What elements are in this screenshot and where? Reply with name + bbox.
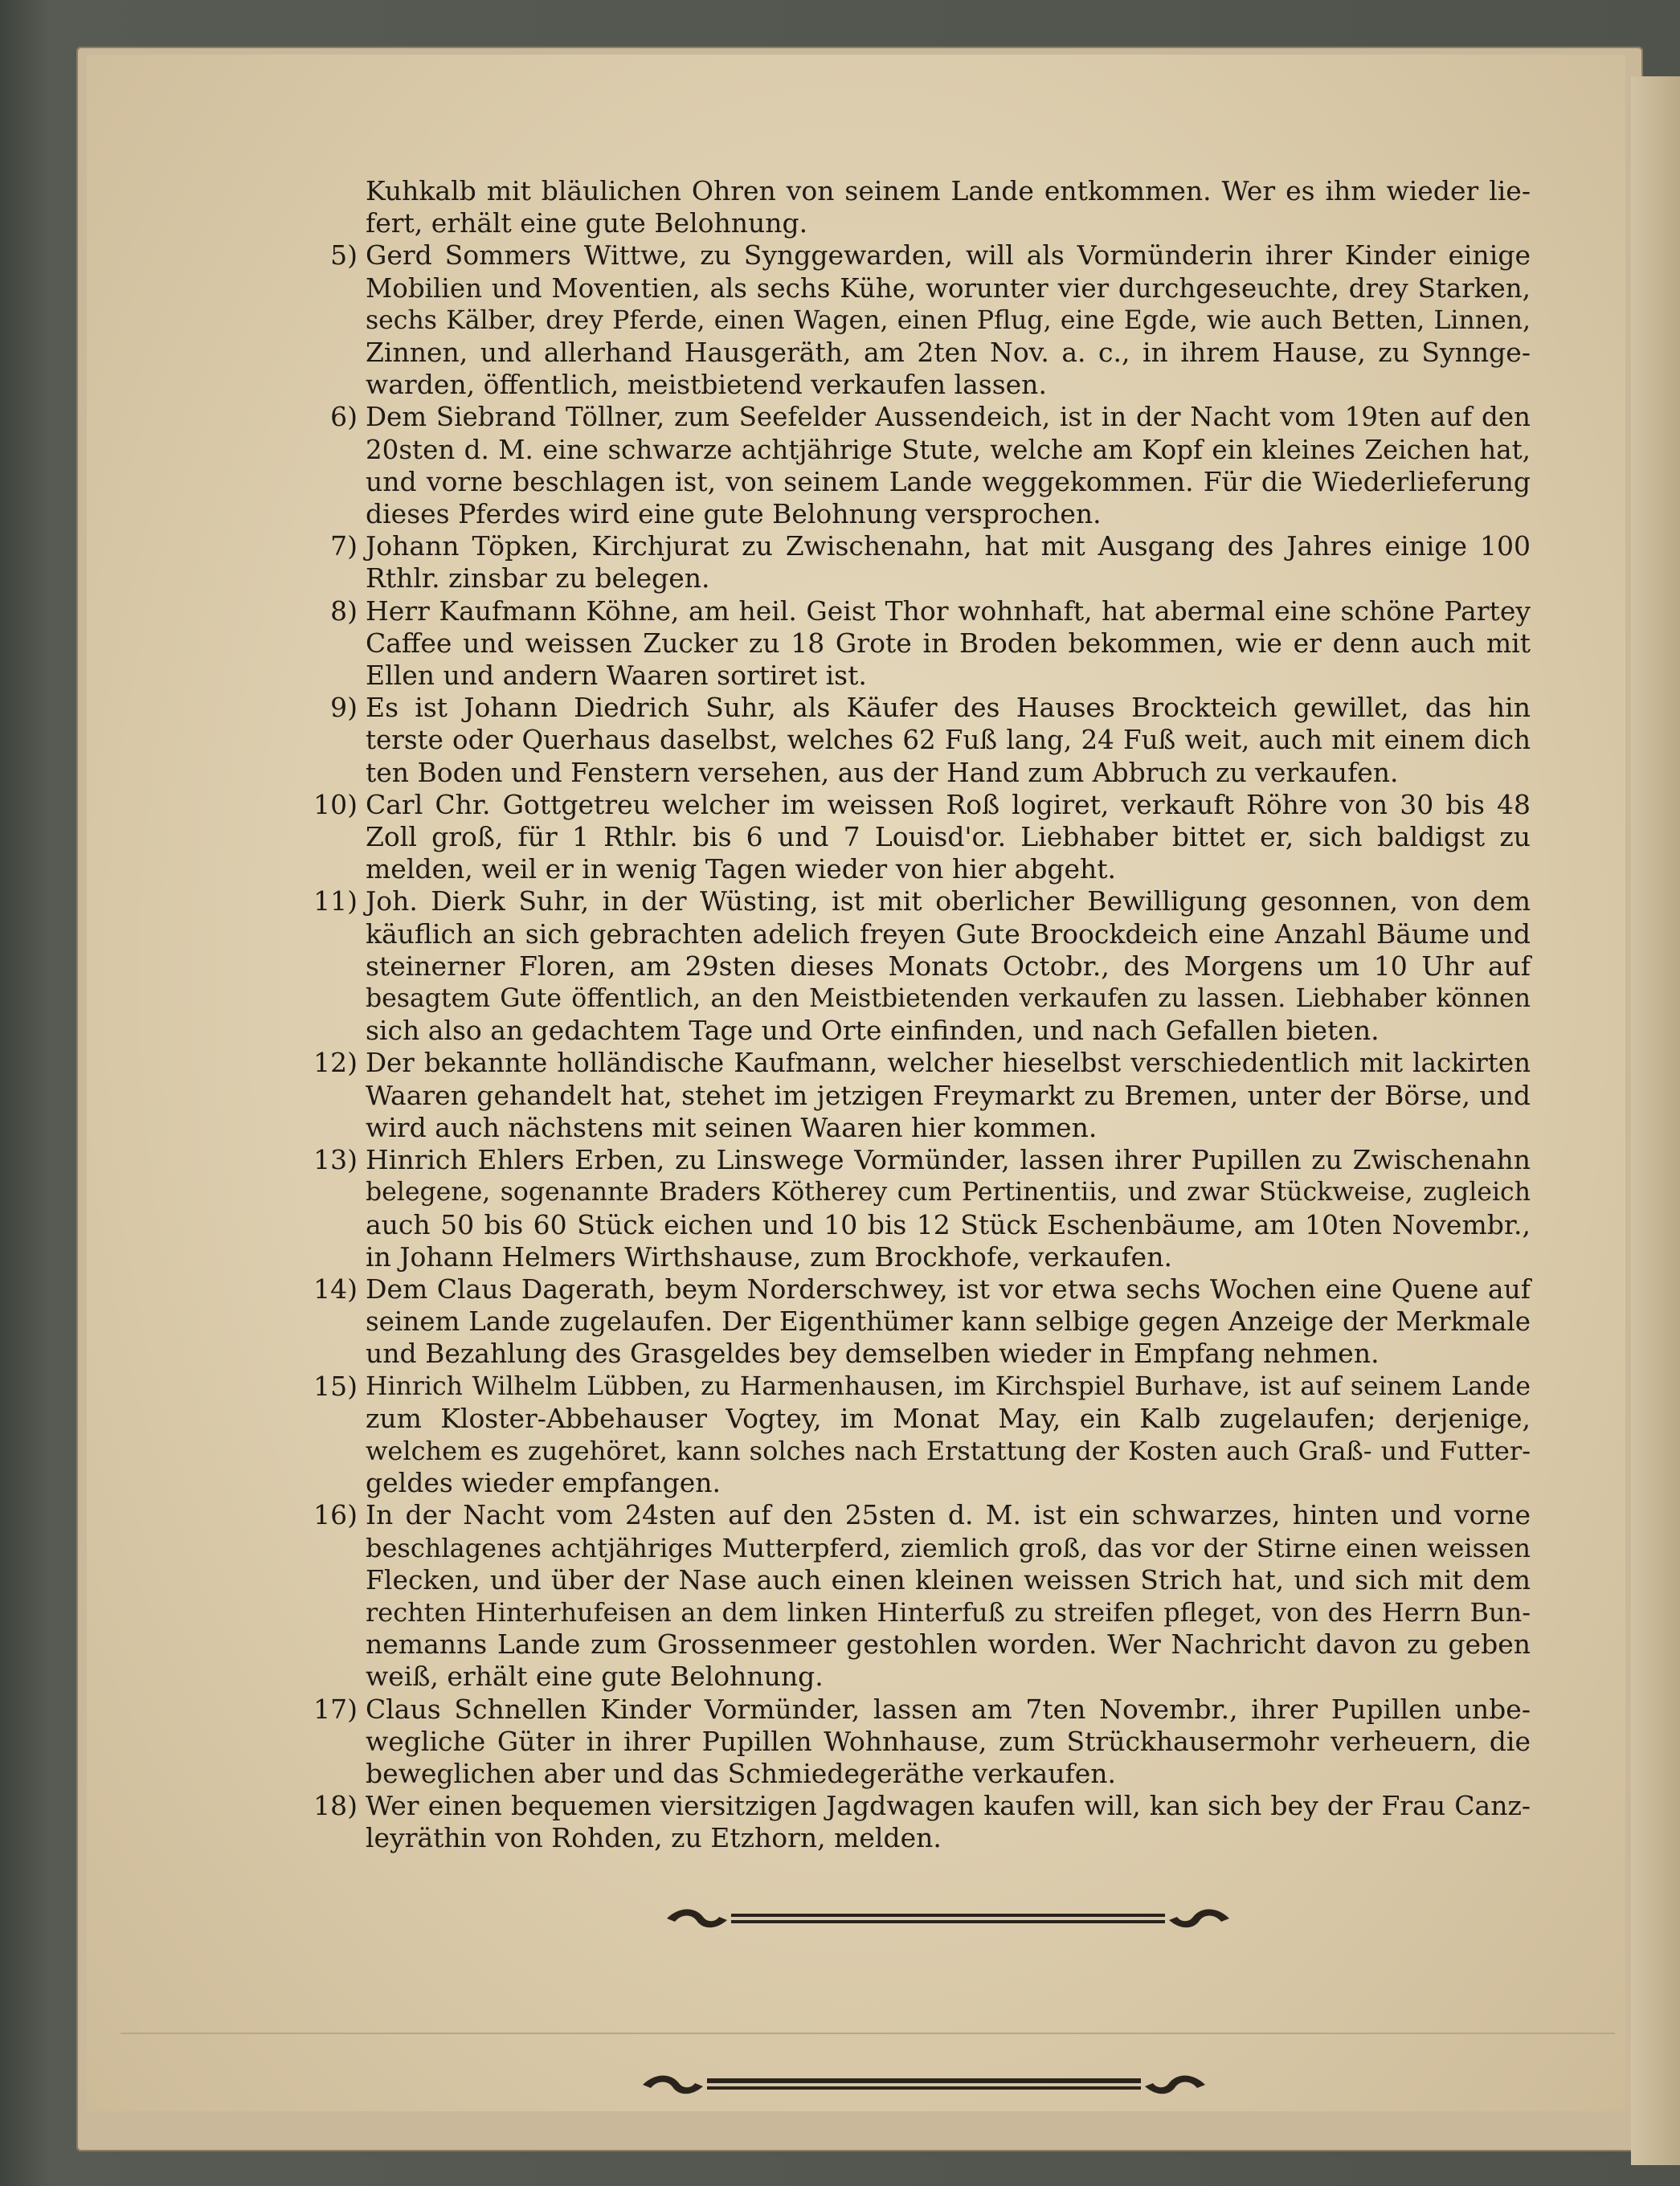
- advertisement-column: [313, 175, 1531, 1855]
- entry-number: 11): [313, 885, 358, 917]
- text-line: Zinnen, und allerhand Hausgeräth, am 2ten Nov. a. c., in ihrem Hause, zu Synnge-: [366, 337, 1531, 369]
- text-line: seinem Lande zugelaufen. Der Eigenthümer kann selbige gegen Anzeige der Merkmale: [366, 1306, 1531, 1338]
- text-line: Kuhkalb mit bläulichen Ohren von seinem Lande entkommen. Wer es ihm wieder lie-: [366, 175, 1531, 206]
- text-line: Dem Siebrand Töllner, zum Seefelder Aussendeich, ist in der Nacht vom 19ten auf den: [366, 402, 1531, 433]
- text-line: Dem Claus Dagerath, beym Norderschwey, ist vor etwa sechs Wochen eine Quene auf: [366, 1273, 1531, 1305]
- text-line: Hinrich Wilhelm Lübben, zu Harmenhausen, im Kirchspiel Burhave, ist auf seinem Lande: [366, 1371, 1531, 1401]
- text-line: Der bekannte holländische Kaufmann, welcher hieselbst verschiedentlich mit lackirten: [366, 1048, 1531, 1079]
- advertisement-entry: [313, 788, 1531, 886]
- advertisement-entry: [313, 1790, 1531, 1854]
- text-line: Flecken, und über der Nase auch einen kleinen weissen Strich hat, und sich mit dem: [366, 1563, 1531, 1596]
- text-line: beschlagenes achtjähriges Mutterpferd, ziemlich groß, das vor der Stirne einen weissen: [366, 1532, 1531, 1563]
- text-line: auch 50 bis 60 Stück eichen und 10 bis 12 Stück Eschenbäume, am 10ten Novembr.,: [366, 1208, 1531, 1240]
- text-line: sechs Kälber, drey Pferde, einen Wagen, einen Pflug, eine Egde, wie auch Betten, Linnen,: [366, 305, 1531, 335]
- entry-number: 14): [313, 1273, 358, 1305]
- text-line: besagtem Gute öffentlich, an den Meistbietenden verkaufen zu lassen. Liebhaber können: [366, 984, 1531, 1014]
- text-line: Rthlr. zinsbar zu belegen.: [366, 562, 710, 595]
- text-line: Zoll groß, für 1 Rthlr. bis 6 und 7 Louisd'or. Liebhaber bittet er, sich baldigst zu: [366, 821, 1531, 853]
- text-line: Mobilien und Moventien, als sechs Kühe, worunter vier durchgeseuchte, drey Starken,: [366, 272, 1531, 304]
- text-line: leyräthin von Rohden, zu Etzhorn, melden.: [366, 1822, 942, 1854]
- advertisement-entry: [330, 401, 1531, 530]
- advertisement-entry: [313, 1144, 1531, 1273]
- text-line: Claus Schnellen Kinder Vormünder, lassen am 7ten Novembr., ihrer Pupillen unbe-: [366, 1693, 1531, 1725]
- advertisement-entry: [313, 1273, 1531, 1371]
- facing-page-edge: [1631, 76, 1680, 2165]
- text-line: Ellen und andern Waaren sortiret ist.: [366, 660, 867, 692]
- entry-number: 10): [313, 788, 358, 820]
- text-line: ten Boden und Fenstern versehen, aus der Hand zum Abbruch zu verkaufen.: [366, 756, 1399, 788]
- text-line: Wer einen bequemen viersitzigen Jagdwagen kaufen will, kan sich bey der Frau Canz-: [366, 1790, 1531, 1822]
- text-line: welchem es zugehöret, kann solches nach Erstattung der Kosten auch Graß- und Futter-: [366, 1435, 1531, 1466]
- entry-number: 17): [313, 1693, 358, 1725]
- text-line: dieses Pferdes wird eine gute Belohnung versprochen.: [366, 498, 1102, 530]
- entry-number: 13): [313, 1144, 358, 1176]
- text-line: rechten Hinterhufeisen an dem linken Hinterfuß zu streifen pfleget, von des Herrn Bun-: [366, 1596, 1531, 1628]
- ornament-divider: [659, 1902, 1237, 1935]
- text-line: käuflich an sich gebrachten adelich freyen Gute Broockdeich eine Anzahl Bäume und: [366, 917, 1531, 950]
- advertisement-entry: [330, 530, 1531, 595]
- entry-number: 12): [313, 1047, 358, 1079]
- entry-number: 9): [330, 692, 358, 724]
- intro-continuation: [366, 175, 1531, 239]
- advertisement-entry: [313, 1047, 1531, 1144]
- text-line: in Johann Helmers Wirthshause, zum Brockhofe, verkaufen.: [366, 1240, 1172, 1273]
- text-line: belegene, sogenannte Braders Kötherey cum Pertinentiis, und zwar Stückweise, zugleich: [366, 1178, 1531, 1207]
- advertisement-entry: [313, 1370, 1531, 1500]
- text-line: Waaren gehandelt hat, stehet im jetzigen Freymarkt zu Bremen, unter der Börse, und: [366, 1079, 1531, 1111]
- text-line: Caffee und weissen Zucker zu 18 Grote in Broden bekommen, wie er denn auch mit: [366, 627, 1531, 659]
- text-line: melden, weil er in wenig Tagen wieder von hier abgeht.: [366, 853, 1117, 885]
- text-line: wegliche Güter in ihrer Pupillen Wohnhause, zum Strückhausermohr verheuern, die: [366, 1725, 1531, 1757]
- text-line: fert, erhält eine gute Belohnung.: [366, 207, 808, 239]
- entry-number: 16): [313, 1499, 358, 1531]
- entry-number: 15): [313, 1370, 358, 1402]
- text-line: Joh. Dierk Suhr, in der Wüsting, ist mit oberlicher Bewilligung gesonnen, von dem: [366, 885, 1531, 917]
- advertisement-entry: [313, 1693, 1531, 1791]
- entry-number: 6): [330, 401, 358, 433]
- entry-number: 7): [330, 530, 358, 562]
- text-line: Carl Chr. Gottgetreu welcher im weissen Roß logiret, verkauft Röhre von 30 bis 48: [366, 788, 1531, 820]
- advertisement-entry: [330, 239, 1531, 401]
- text-line: Es ist Johann Diedrich Suhr, als Käufer des Hauses Brockteich gewillet, das hin: [366, 692, 1531, 724]
- entry-number: 5): [330, 239, 358, 272]
- text-line: wird auch nächstens mit seinen Waaren hier kommen.: [366, 1111, 1098, 1143]
- text-line: weiß, erhält eine gute Belohnung.: [366, 1661, 824, 1693]
- text-line: nemanns Lande zum Grossenmeer gestohlen worden. Wer Nachricht davon zu geben: [366, 1628, 1531, 1661]
- text-line: Herr Kaufmann Köhne, am heil. Geist Thor wohnhaft, hat abermal eine schöne Partey: [366, 595, 1531, 627]
- ornament-divider-lower: [635, 2069, 1213, 2101]
- text-line: Gerd Sommers Wittwe, zu Synggewarden, will als Vormünderin ihrer Kinder einige: [366, 239, 1531, 272]
- text-line: sich also an gedachtem Tage und Orte einfinden, und nach Gefallen bieten.: [366, 1015, 1380, 1047]
- advertisement-entry: [330, 595, 1531, 693]
- text-line: terste oder Querhaus daselbst, welches 62 Fuß lang, 24 Fuß weit, auch mit einem dich: [366, 725, 1531, 756]
- text-line: und Bezahlung des Grasgeldes bey demselben wieder in Empfang nehmen.: [366, 1338, 1380, 1370]
- text-line: und vorne beschlagen ist, von seinem Lande weggekommen. Für die Wiederlieferung: [366, 465, 1531, 497]
- advertisement-entry: [313, 1499, 1531, 1693]
- entry-number: 8): [330, 595, 358, 627]
- text-line: beweglichen aber und das Schmiedegeräthe verkaufen.: [366, 1757, 1116, 1789]
- page-divider-line: [121, 2033, 1615, 2034]
- text-line: Johann Töpken, Kirchjurat zu Zwischenahn, hat mit Ausgang des Jahres einige 100: [366, 530, 1531, 562]
- text-line: geldes wieder empfangen.: [366, 1467, 721, 1499]
- text-line: steinerner Floren, am 29sten dieses Monats Octobr., des Morgens um 10 Uhr auf: [366, 950, 1531, 982]
- text-line: zum Kloster-Abbehauser Vogtey, im Monat May, ein Kalb zugelaufen; derjenige,: [366, 1402, 1531, 1434]
- text-line: 20sten d. M. eine schwarze achtjährige Stute, welche am Kopf ein kleines Zeichen hat,: [366, 434, 1531, 465]
- text-line: warden, öffentlich, meistbietend verkaufen lassen.: [366, 369, 1047, 401]
- text-line: Hinrich Ehlers Erben, zu Linswege Vormünder, lassen ihrer Pupillen zu Zwischenahn: [366, 1144, 1531, 1176]
- advertisement-entry: [330, 692, 1531, 789]
- entry-number: 18): [313, 1790, 358, 1822]
- text-line: In der Nacht vom 24sten auf den 25sten d. M. ist ein schwarzes, hinten und vorne: [366, 1499, 1531, 1531]
- advertisement-entry: [313, 885, 1531, 1047]
